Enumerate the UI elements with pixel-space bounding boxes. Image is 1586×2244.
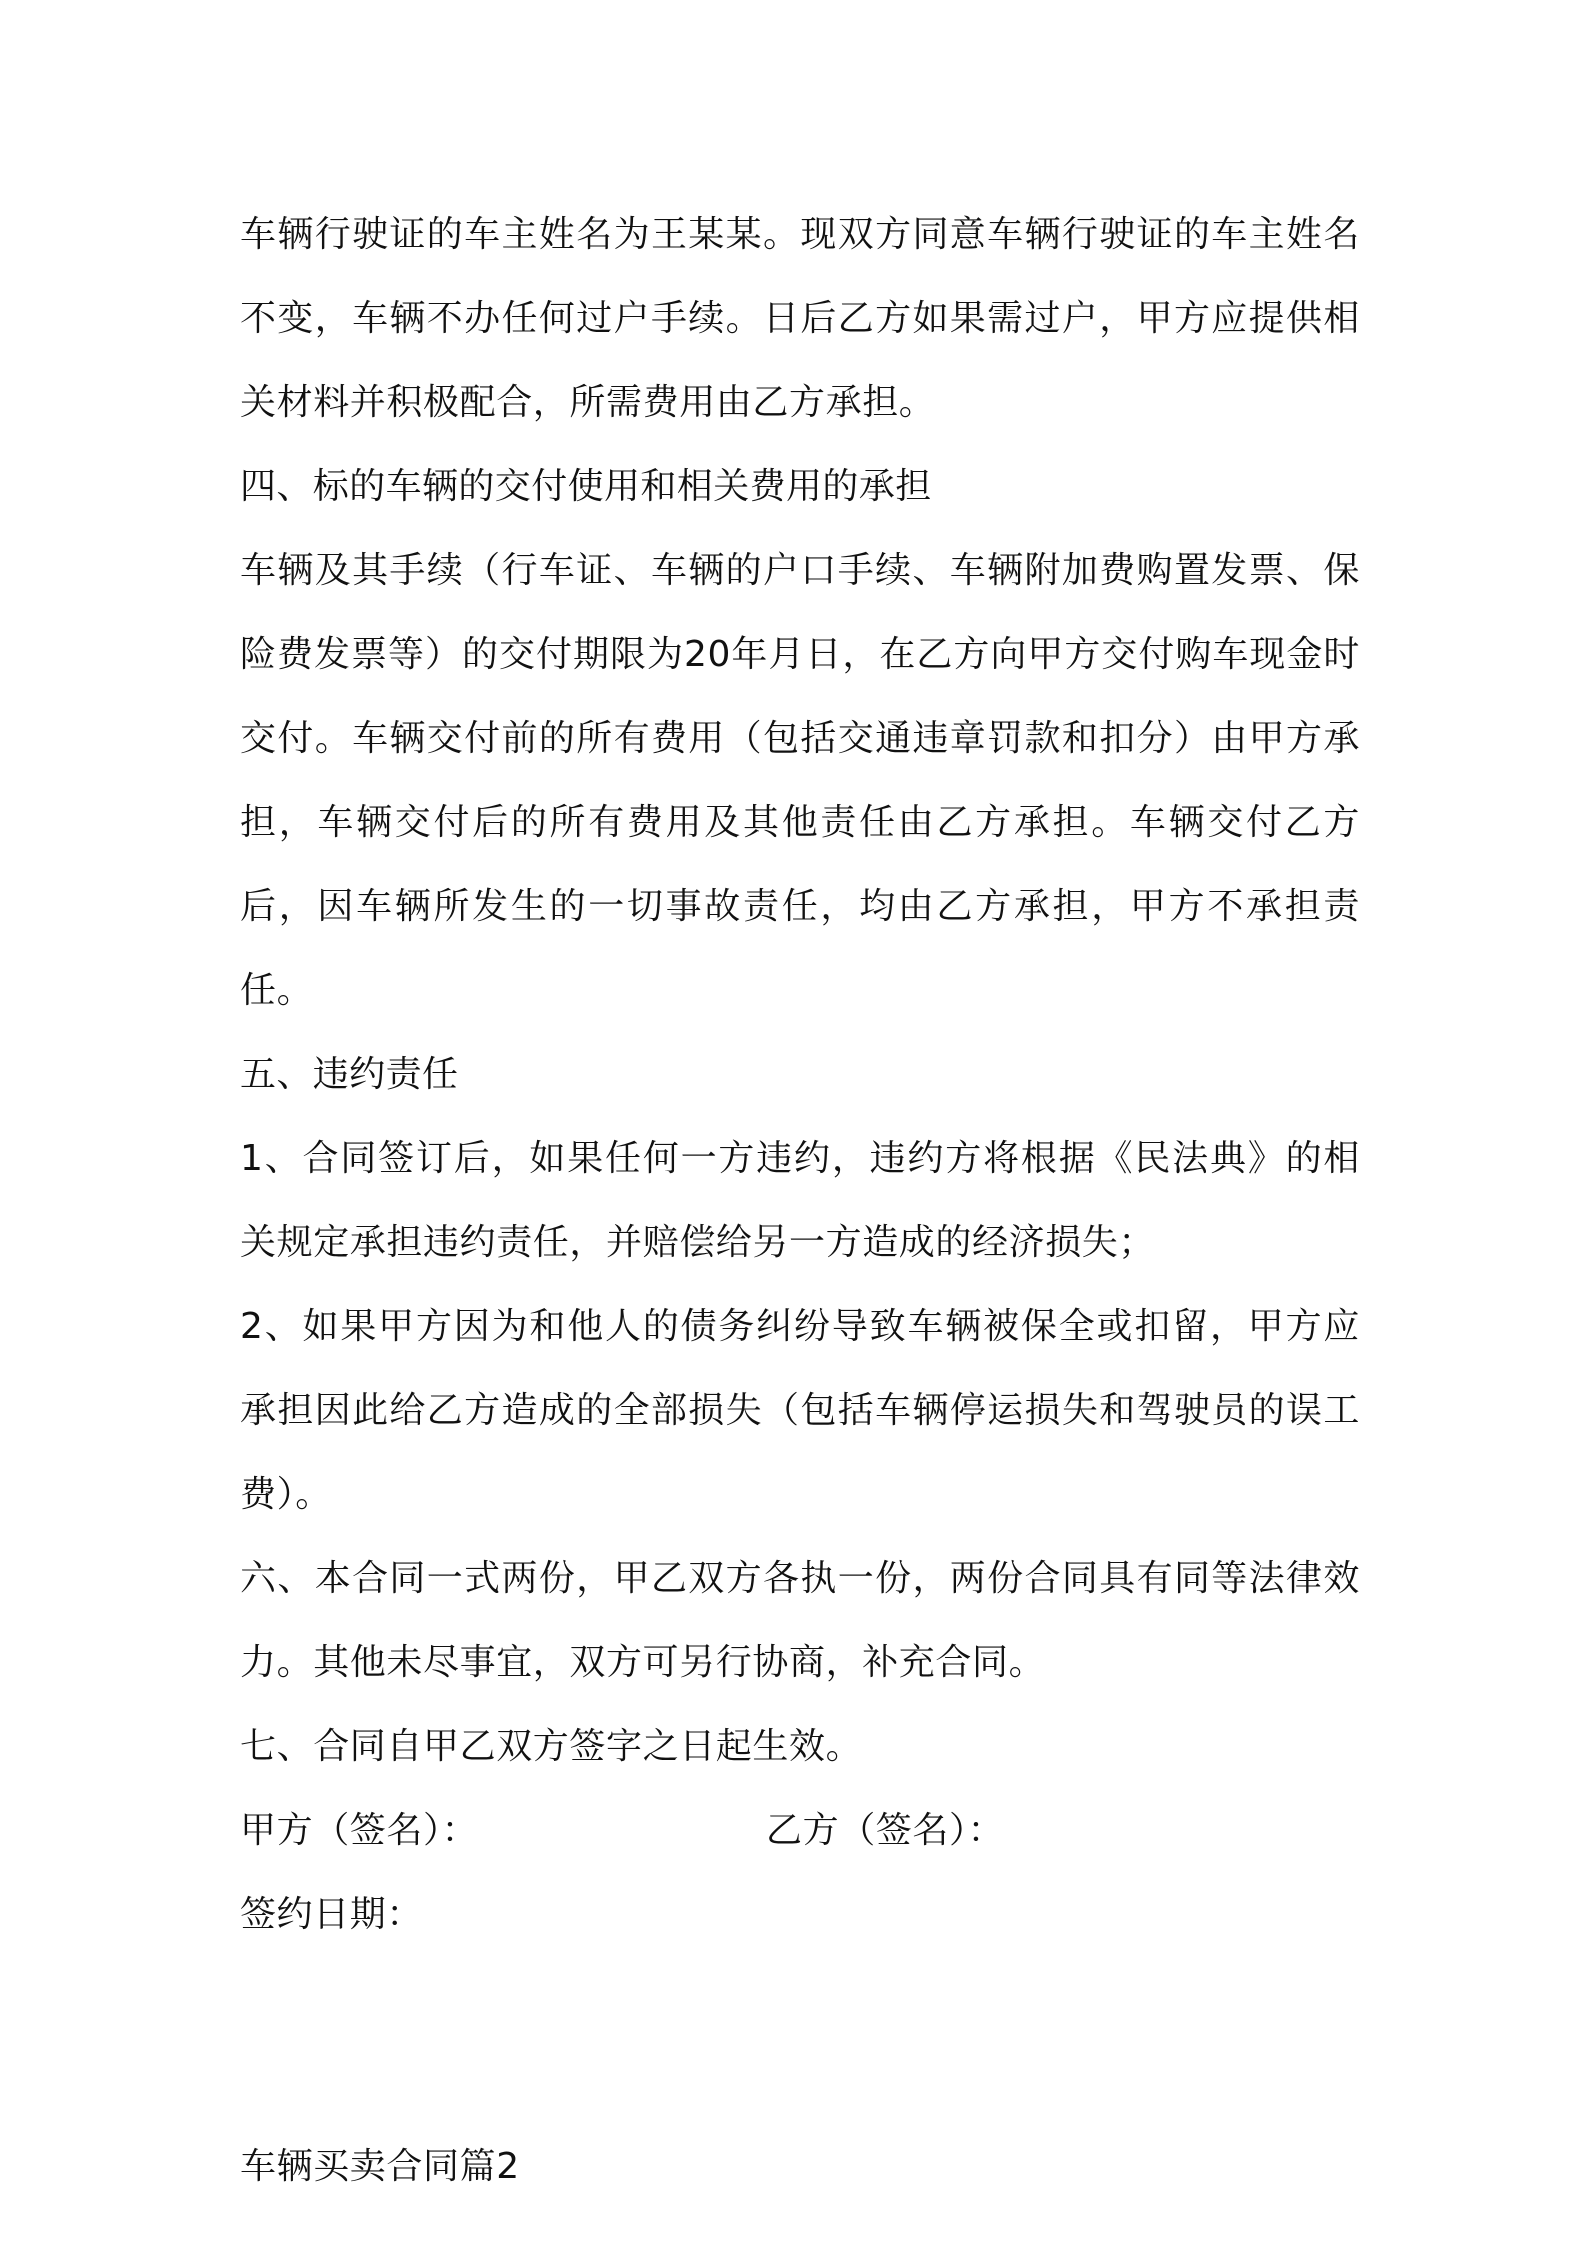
paragraph-breach-clause-2: 2、如果甲方因为和他人的债务纠纷导致车辆被保全或扣留，甲方应承担因此给乙方造成的全部损失（包括车辆停运损失和驾驶员的误工费）。 — [240, 1306, 1360, 1515]
paragraph-vehicle-license: 车辆行驶证的车主姓名为王某某。现双方同意车辆行驶证的车主姓名不变，车辆不办任何过户手续。日后乙方如果需过户，甲方应提供相关材料并积极配合，所需费用由乙方承担。 — [240, 214, 1360, 423]
next-section-title: 车辆买卖合同篇2 — [240, 2146, 520, 2187]
section-heading-delivery: 四、标的车辆的交付使用和相关费用的承担 — [240, 466, 932, 507]
document-body — [240, 193, 1360, 2209]
section-spacer — [240, 1957, 1360, 2125]
party-b-signature-label: 乙方（签名）： — [766, 1810, 1005, 1851]
paragraph-copies-clause: 六、本合同一式两份，甲乙双方各执一份，两份合同具有同等法律效力。其他未尽事宜，双方可另行协商，补充合同。 — [240, 1558, 1360, 1683]
paragraph-breach-clause-1: 1、合同签订后，如果任何一方违约，违约方将根据《民法典》的相关规定承担违约责任，并赔偿给另一方造成的经济损失； — [240, 1138, 1360, 1263]
paragraph-effective-clause: 七、合同自甲乙双方签字之日起生效。 — [240, 1726, 863, 1767]
signing-date-label: 签约日期： — [240, 1894, 424, 1935]
party-a-signature-label: 甲方（签名）： — [240, 1810, 479, 1851]
signature-row — [240, 1789, 1360, 1873]
paragraph-delivery-terms: 车辆及其手续（行车证、车辆的户口手续、车辆附加费购置发票、保险费发票等）的交付期限为20年月日，在乙方向甲方交付购车现金时交付。车辆交付前的所有费用（包括交通违章罚款和扣分）由甲方承担，车辆交付后的所有费用及其他责任由乙方承担。车辆交付乙方后，因车辆所发生的一切事故责任，均由乙方承担，甲方不承担责任。 — [240, 550, 1360, 1011]
section-heading-breach: 五、违约责任 — [240, 1054, 459, 1095]
